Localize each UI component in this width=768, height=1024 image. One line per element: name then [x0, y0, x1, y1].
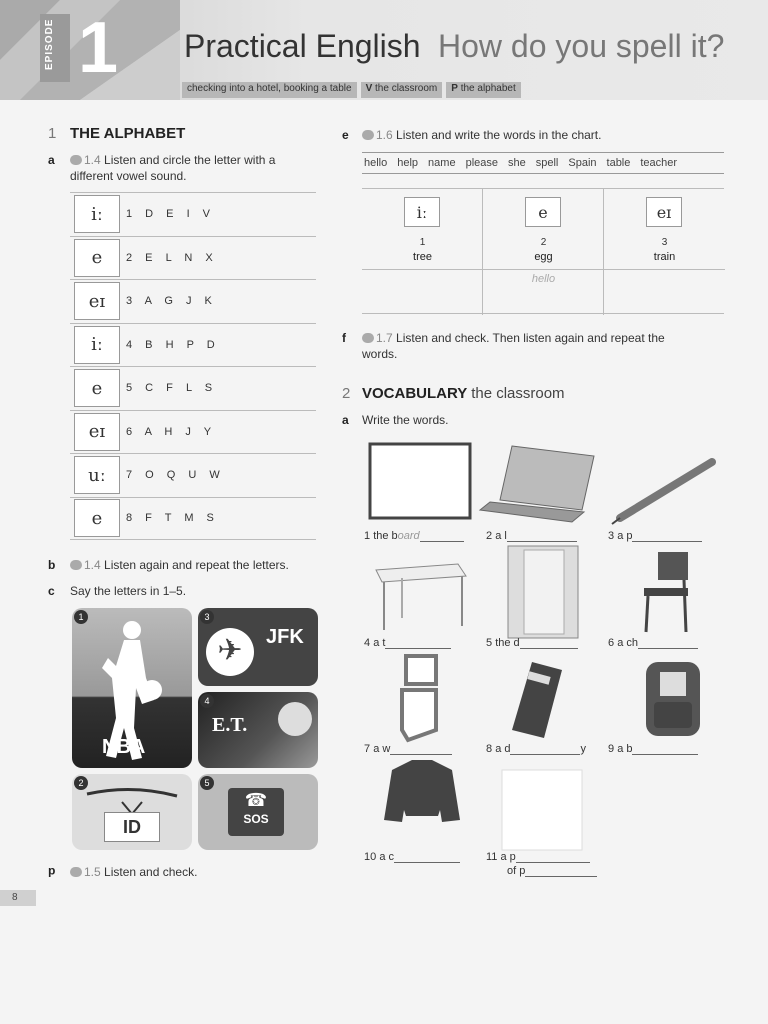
paper-picture [502, 770, 582, 850]
door-picture [508, 546, 578, 638]
chart-divider [483, 269, 604, 270]
tile-label: JFK [266, 626, 304, 648]
episode-label: EPISODE [44, 18, 55, 70]
vocab-item[interactable]: 8 a d y [486, 743, 586, 755]
vocab-item[interactable]: 10 a c [364, 851, 460, 863]
airplane-icon: ✈ [206, 628, 254, 676]
window-picture [402, 656, 436, 740]
vocab-item[interactable]: 4 a t [364, 637, 451, 649]
audio-icon[interactable] [70, 867, 82, 877]
backpack-picture [646, 662, 700, 736]
exercise-a-instruction: 1.4 Listen and circle the letter with a different vowel sound. [70, 153, 276, 183]
page-header [0, 0, 768, 100]
dictionary-picture [512, 662, 562, 738]
row-letters[interactable]: 4 B H P D [126, 338, 217, 351]
tile-number: 2 [74, 776, 88, 790]
vocab-item[interactable]: 6 a ch [608, 637, 698, 649]
row-letters[interactable]: 8 F T M S [126, 512, 216, 525]
word-bank-item: help [397, 157, 419, 169]
chart-column-word: tree [413, 251, 432, 263]
tile-label: ID [104, 812, 160, 842]
alphabet-row [70, 453, 316, 497]
word-bank [362, 152, 724, 174]
tile-number: 4 [200, 694, 214, 708]
exercise-e-instruction: 1.6 Listen and write the words in the chart. [362, 127, 601, 143]
word-bank-item: please [465, 157, 498, 169]
id-tile [72, 774, 192, 850]
vocab-item[interactable]: 3 a p [608, 530, 702, 542]
page-subtitle: How do you spell it? [438, 28, 725, 64]
topic-chip: checking into a hotel, booking a table [182, 82, 357, 98]
vocab-item[interactable]: 5 the d [486, 637, 578, 649]
row-letters[interactable]: 5 C F L S [126, 382, 215, 395]
egg-icon: e [525, 197, 561, 227]
alphabet-row [70, 236, 316, 280]
page-title: Practical English [184, 28, 421, 64]
word-bank-item: spell [535, 157, 559, 169]
page-number: 8 [0, 890, 36, 906]
chart-column-number: 2 [540, 237, 547, 248]
word-bank-item: she [508, 157, 526, 169]
alphabet-row [70, 192, 316, 236]
laptop-picture [480, 446, 594, 522]
tile-label: NBA [102, 736, 146, 758]
word-bank-item: table [606, 157, 631, 169]
sos-sign [228, 788, 284, 836]
word-bank-item: teacher [640, 157, 678, 169]
exercise-f-instruction: 1.7 Listen and check. Then listen again and repeat the words. [362, 331, 665, 361]
board-picture [370, 444, 470, 518]
phone-icon: ☎ [244, 790, 268, 810]
vocab-item-line2[interactable]: of p [507, 865, 597, 877]
sound-chart [362, 188, 724, 314]
vocab-item[interactable]: 2 a l [486, 530, 577, 542]
nba-tile [72, 608, 192, 768]
row-letters[interactable]: 7 O Q U W [126, 469, 222, 482]
alphabet-row [70, 279, 316, 323]
episode-number: 1 [78, 8, 119, 88]
tile-number: 3 [200, 610, 214, 624]
sos-tile [198, 774, 318, 850]
tile-number: 1 [74, 610, 88, 624]
exercise-c-instruction: Say the letters in 1–5. [70, 584, 187, 598]
tree-icon: iː [404, 197, 440, 227]
word-bank-item: hello [364, 157, 388, 169]
chart-column-word: egg [534, 251, 553, 263]
row-letters[interactable]: 2 E L N X [126, 251, 215, 264]
jfk-tile [198, 608, 318, 686]
tree-icon: iː [74, 195, 120, 233]
egg-icon: e [74, 369, 120, 407]
et-tile [198, 692, 318, 768]
alphabet-row [70, 323, 316, 367]
chart-column-egg [483, 189, 604, 315]
row-letters[interactable]: 3 A G J K [126, 295, 214, 308]
exercise-d-instruction: 1.5 Listen and check. [70, 864, 197, 880]
alphabet-row [70, 410, 316, 454]
tile-label: SOS [243, 812, 269, 826]
chart-column-tree [362, 189, 483, 315]
exercise-a-letter: a [48, 153, 55, 167]
chart-divider [604, 269, 725, 270]
audio-icon[interactable] [362, 130, 374, 140]
topic-chip: V the classroom [361, 82, 443, 98]
row-letters[interactable]: 6 A H J Y [126, 425, 214, 438]
boot-icon: uː [74, 456, 120, 494]
exercise-2a-instruction: Write the words. [362, 413, 449, 427]
chart-answer[interactable]: hello [531, 273, 556, 285]
exercise-b-instruction: 1.4 Listen again and repeat the letters. [70, 557, 330, 573]
alphabet-row [70, 497, 316, 541]
chair-picture [644, 552, 688, 632]
chart-column-train [604, 189, 725, 315]
audio-icon[interactable] [70, 560, 82, 570]
exercise-b-letter: b [48, 558, 56, 572]
coat-picture [384, 760, 460, 822]
topics-bar [182, 82, 521, 98]
vocab-item[interactable]: 11 a p [486, 851, 590, 863]
audio-icon[interactable] [70, 155, 82, 165]
train-icon: eɪ [74, 413, 120, 451]
egg-icon: e [74, 499, 120, 537]
vocab-item[interactable]: 1 the board [364, 530, 464, 542]
table-picture [376, 564, 466, 630]
row-letters[interactable]: 1 D E I V [126, 208, 213, 221]
audio-icon[interactable] [362, 333, 374, 343]
chart-column-number: 3 [661, 237, 668, 248]
vocab-item[interactable]: 7 a w [364, 743, 452, 755]
exercise-f-letter: f [342, 331, 346, 345]
alphabet-table [70, 192, 316, 540]
word-bank-item: Spain [568, 157, 597, 169]
section-1-number: 1 [48, 125, 57, 142]
section-1-title: THE ALPHABET [70, 125, 186, 142]
moon-icon [278, 702, 312, 736]
train-icon: eɪ [74, 282, 120, 320]
exercise-d-letter: d [48, 865, 56, 879]
chart-column-word: train [653, 251, 676, 263]
chart-column-number: 1 [419, 237, 426, 248]
train-icon: eɪ [646, 197, 682, 227]
exercise-2a-letter: a [342, 413, 349, 427]
alphabet-row [70, 366, 316, 410]
vocab-item[interactable]: 9 a b [608, 743, 698, 755]
exercise-c-letter: c [48, 584, 55, 598]
exercise-e-letter: e [342, 128, 349, 142]
section-2-number: 2 [342, 385, 351, 402]
vocabulary-pictures [362, 440, 722, 860]
egg-icon: e [74, 239, 120, 277]
word-bank-item: name [428, 157, 456, 169]
chart-divider [362, 269, 483, 270]
topic-chip: P the alphabet [446, 82, 521, 98]
tile-number: 5 [200, 776, 214, 790]
tile-label: E.T. [212, 714, 248, 736]
section-2-title: VOCABULARY the classroom [362, 385, 565, 402]
pen-picture [612, 462, 712, 524]
tree-icon: iː [74, 326, 120, 364]
